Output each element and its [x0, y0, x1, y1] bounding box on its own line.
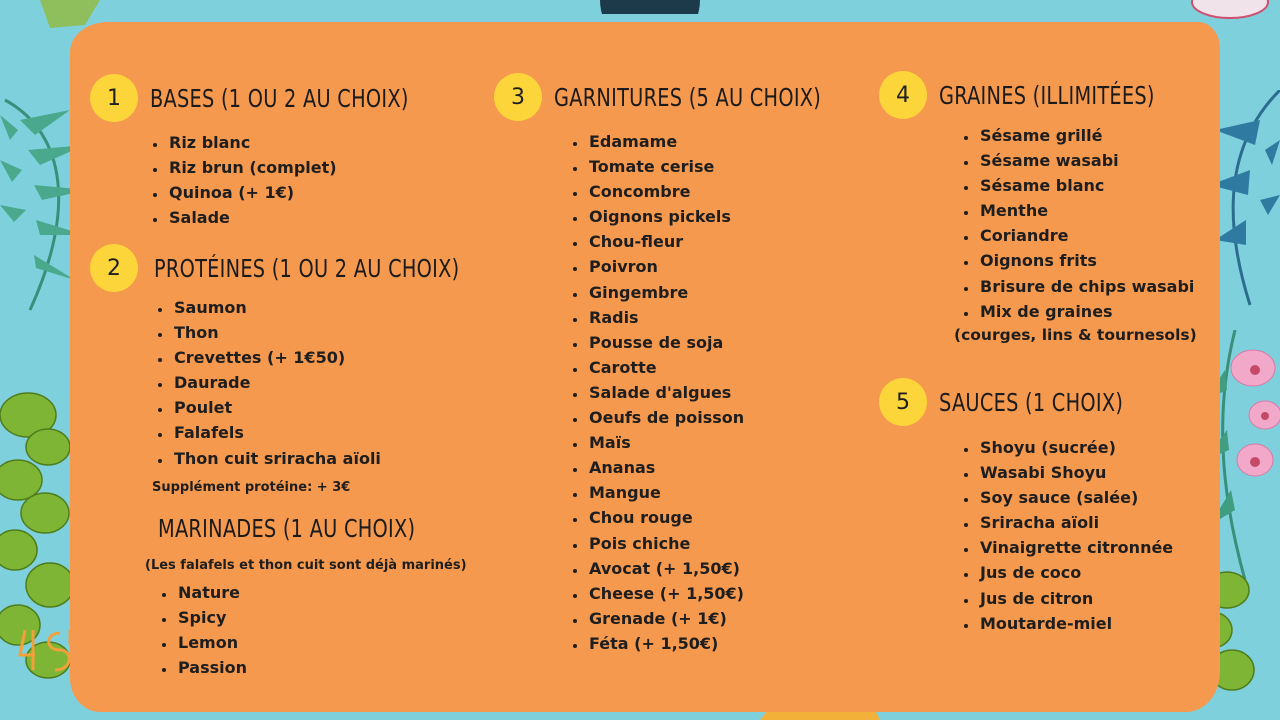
section-title-sauces: SAUCES (1 CHOIX) — [939, 387, 1124, 417]
menu-item: • Poulet — [172, 395, 381, 420]
menu-item: • Sriracha aïoli — [978, 510, 1173, 535]
menu-item: • Pois chiche — [587, 531, 744, 556]
section-title-graines: GRAINES (ILLIMITÉES) — [939, 80, 1155, 110]
section-number-badge: 5 — [879, 378, 927, 426]
section-title-proteines: PROTÉINES (1 OU 2 AU CHOIX) — [154, 253, 460, 283]
menu-item: • Sésame wasabi — [978, 148, 1194, 173]
menu-item: • Passion — [176, 655, 247, 680]
graines-note: (courges, lins & tournesols) — [954, 326, 1197, 344]
menu-item: • Coriandre — [978, 223, 1194, 248]
menu-card — [70, 22, 1220, 712]
menu-item: • Soy sauce (salée) — [978, 485, 1173, 510]
menu-item: • Sésame blanc — [978, 173, 1194, 198]
bases-list — [147, 130, 337, 230]
proteines-list — [152, 295, 381, 471]
menu-item: • Daurade — [172, 370, 381, 395]
menu-item: • Cheese (+ 1,50€) — [587, 581, 744, 606]
section-sauces-header — [879, 378, 1153, 426]
menu-item: • Crevettes (+ 1€50) — [172, 345, 381, 370]
menu-item: • Salade — [167, 205, 337, 230]
garnitures-list — [567, 129, 744, 656]
menu-item: • Salade d'algues — [587, 380, 744, 405]
menu-item: • Ananas — [587, 455, 744, 480]
menu-item: • Concombre — [587, 179, 744, 204]
menu-item: • Wasabi Shoyu — [978, 460, 1173, 485]
menu-item: • Thon cuit sriracha aïoli — [172, 446, 381, 471]
menu-item: • Maïs — [587, 430, 744, 455]
proteine-supplement-note: Supplément protéine: + 3€ — [152, 480, 351, 495]
menu-item: • Moutarde-miel — [978, 611, 1173, 636]
menu-item: • Chou rouge — [587, 505, 744, 530]
menu-item: • Riz brun (complet) — [167, 155, 337, 180]
section-number-badge: 2 — [90, 244, 138, 292]
menu-item: • Gingembre — [587, 280, 744, 305]
menu-item: • Jus de citron — [978, 586, 1173, 611]
menu-item: • Jus de coco — [978, 560, 1173, 585]
menu-item: • Pousse de soja — [587, 330, 744, 355]
menu-item: • Sésame grillé — [978, 123, 1194, 148]
section-graines-header — [879, 71, 1190, 119]
menu-item: • Mangue — [587, 480, 744, 505]
section-number-badge: 1 — [90, 74, 138, 122]
menu-item: • Oeufs de poisson — [587, 405, 744, 430]
menu-item: • Chou-fleur — [587, 229, 744, 254]
section-marinades-header — [158, 514, 457, 543]
menu-item: • Avocat (+ 1,50€) — [587, 556, 744, 581]
marinades-list — [156, 580, 247, 680]
menu-item: • Féta (+ 1,50€) — [587, 631, 744, 656]
menu-item: • Carotte — [587, 355, 744, 380]
menu-item: • Nature — [176, 580, 247, 605]
section-title-bases: BASES (1 OU 2 AU CHOIX) — [150, 83, 409, 113]
sauces-list — [958, 435, 1173, 636]
menu-item: • Riz blanc — [167, 130, 337, 155]
menu-item: • Falafels — [172, 420, 381, 445]
menu-item: • Brisure de chips wasabi — [978, 274, 1194, 299]
menu-item: • Lemon — [176, 630, 247, 655]
menu-item: • Menthe — [978, 198, 1194, 223]
section-bases-header — [90, 74, 451, 122]
section-proteines-header — [90, 244, 509, 292]
section-number-badge: 4 — [879, 71, 927, 119]
decor-top-right-fruit-icon — [1190, 0, 1270, 20]
menu-item: • Vinaigrette citronnée — [978, 535, 1173, 560]
menu-item: • Poivron — [587, 254, 744, 279]
menu-item: • Quinoa (+ 1€) — [167, 180, 337, 205]
menu-item: • Oignons pickels — [587, 204, 744, 229]
section-title-garnitures: GARNITURES (5 AU CHOIX) — [554, 82, 822, 112]
section-title-marinades: MARINADES (1 AU CHOIX) — [158, 514, 416, 543]
menu-item: • Mix de graines — [978, 299, 1194, 324]
menu-item: • Tomate cerise — [587, 154, 744, 179]
menu-item: • Thon — [172, 320, 381, 345]
menu-item: • Spicy — [176, 605, 247, 630]
menu-item: • Saumon — [172, 295, 381, 320]
graines-list — [958, 123, 1194, 324]
section-number-badge: 3 — [494, 73, 542, 121]
menu-item: • Radis — [587, 305, 744, 330]
menu-item: • Oignons frits — [978, 248, 1194, 273]
decor-orchid-icon — [1225, 340, 1280, 510]
decor-top-logo-icon — [600, 0, 700, 14]
menu-item: • Grenade (+ 1€) — [587, 606, 744, 631]
menu-item: • Shoyu (sucrée) — [978, 435, 1173, 460]
marinades-note: (Les falafels et thon cuit sont déjà marinés) — [145, 558, 467, 573]
menu-item: • Edamame — [587, 129, 744, 154]
section-garnitures-header — [494, 73, 865, 121]
decor-right-leaves-icon — [1210, 90, 1280, 310]
